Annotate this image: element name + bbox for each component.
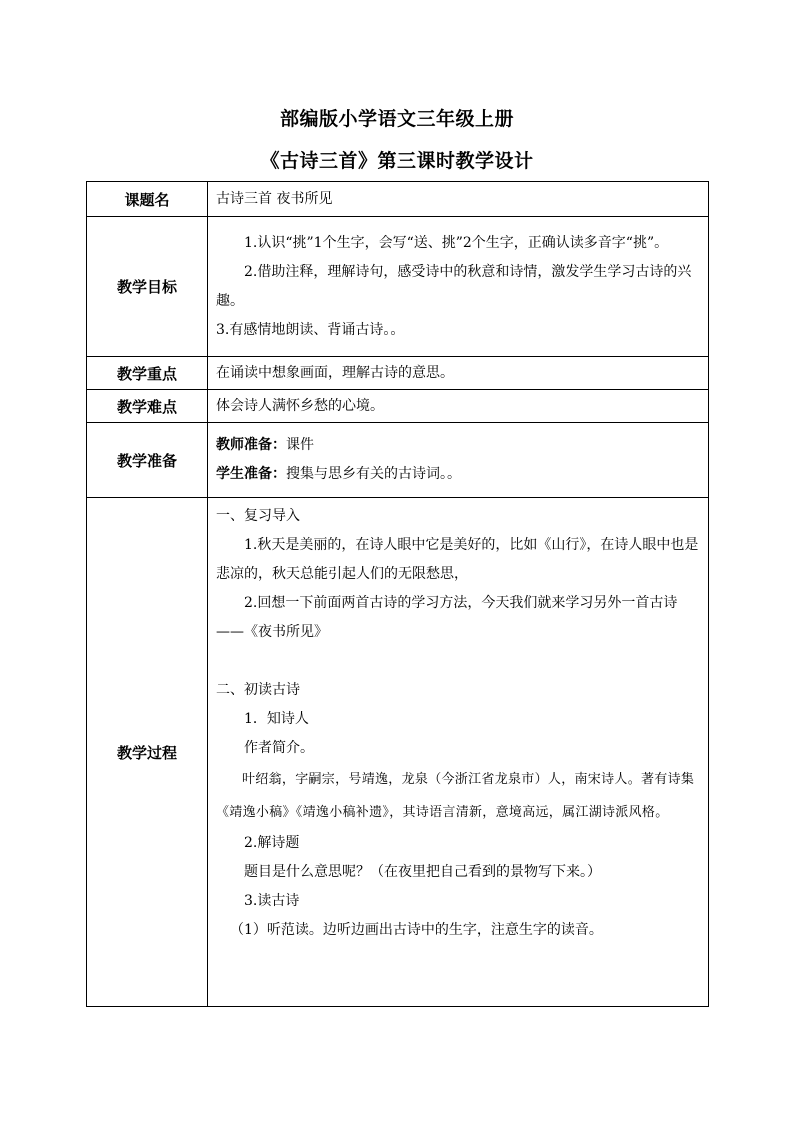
topic-value: 古诗三首 夜书所见 [208,182,709,217]
student-prep [216,460,700,489]
row-process [87,498,709,1007]
section-1-para-2: 2.回想一下前面两首古诗的学习方法，今天我们就来学习另外一首古诗——《夜书所见》 [216,595,678,640]
student-prep-value: 搜集与思乡有关的古诗词。。 [286,466,461,482]
difficulty-value: 体会诗人满怀乡愁的心境。 [208,390,709,423]
section-2-item-3: 3.读古诗 [244,893,300,909]
row-goals [87,217,709,357]
goal-1: 1.认识“挑”1个生字，会写“送、挑”2个生字，正确认读多音字“挑”。 [244,234,669,251]
row-preparation [87,423,709,498]
section-2-item-2-question: 题目是什么意思呢？（在夜里把自己看到的景物写下来。） [244,864,601,880]
section-1-heading: 一、复习导入 [216,508,300,524]
row-topic [87,182,709,217]
key-value: 在诵读中想象画面，理解古诗的意思。 [208,357,709,390]
goal-2: 2.借助注释，理解诗句，感受诗中的秋意和诗情，激发学生学习古诗的兴趣。 [216,263,692,309]
section-1-para-1: 1.秋天是美丽的，在诗人眼中它是美好的，比如《山行》，在诗人眼中也是悲凉的，秋天总能引起人们的无限愁思， [216,537,699,582]
topic-label: 课题名 [87,182,208,217]
goals-label: 教学目标 [87,217,208,357]
section-2-item-2: 2.解诗题 [244,835,300,851]
prep-value [208,423,709,498]
process-label: 教学过程 [87,498,208,1007]
process-value [208,498,709,1007]
lesson-plan-table [86,181,709,1007]
teacher-prep [216,431,700,460]
spacer [216,647,700,676]
difficulty-label: 教学难点 [87,390,208,423]
poet-bio: 叶绍翁，字嗣宗，号靖逸，龙泉（今浙江省龙泉市）人，南宋诗人。著有诗集《靖逸小稿》《靖逸小稿补遗》，其诗语言清新，意境高远，属江湖诗派风格。 [216,772,695,820]
row-key-point [87,357,709,390]
row-difficulty [87,390,709,423]
student-prep-label: 学生准备： [216,466,286,482]
document-title: 部编版小学语文三年级上册 [279,108,514,130]
section-2-item-1: 1．知诗人 [244,711,309,727]
goals-value [208,217,709,357]
section-2-item-3-1: （1）听范读。边听边画出古诗中的生字，注意生字的读音。 [230,922,603,938]
teacher-prep-label: 教师准备： [216,437,286,453]
goal-3: 3.有感情地朗读、背诵古诗。。 [216,321,405,338]
section-2-item-1-sub: 作者简介。 [244,740,314,756]
section-2-heading: 二、初读古诗 [216,682,300,698]
lesson-title: 《古诗三首》第三课时教学设计 [260,150,534,172]
key-label: 教学重点 [87,357,208,390]
prep-label: 教学准备 [87,423,208,498]
teacher-prep-value: 课件 [286,437,314,453]
